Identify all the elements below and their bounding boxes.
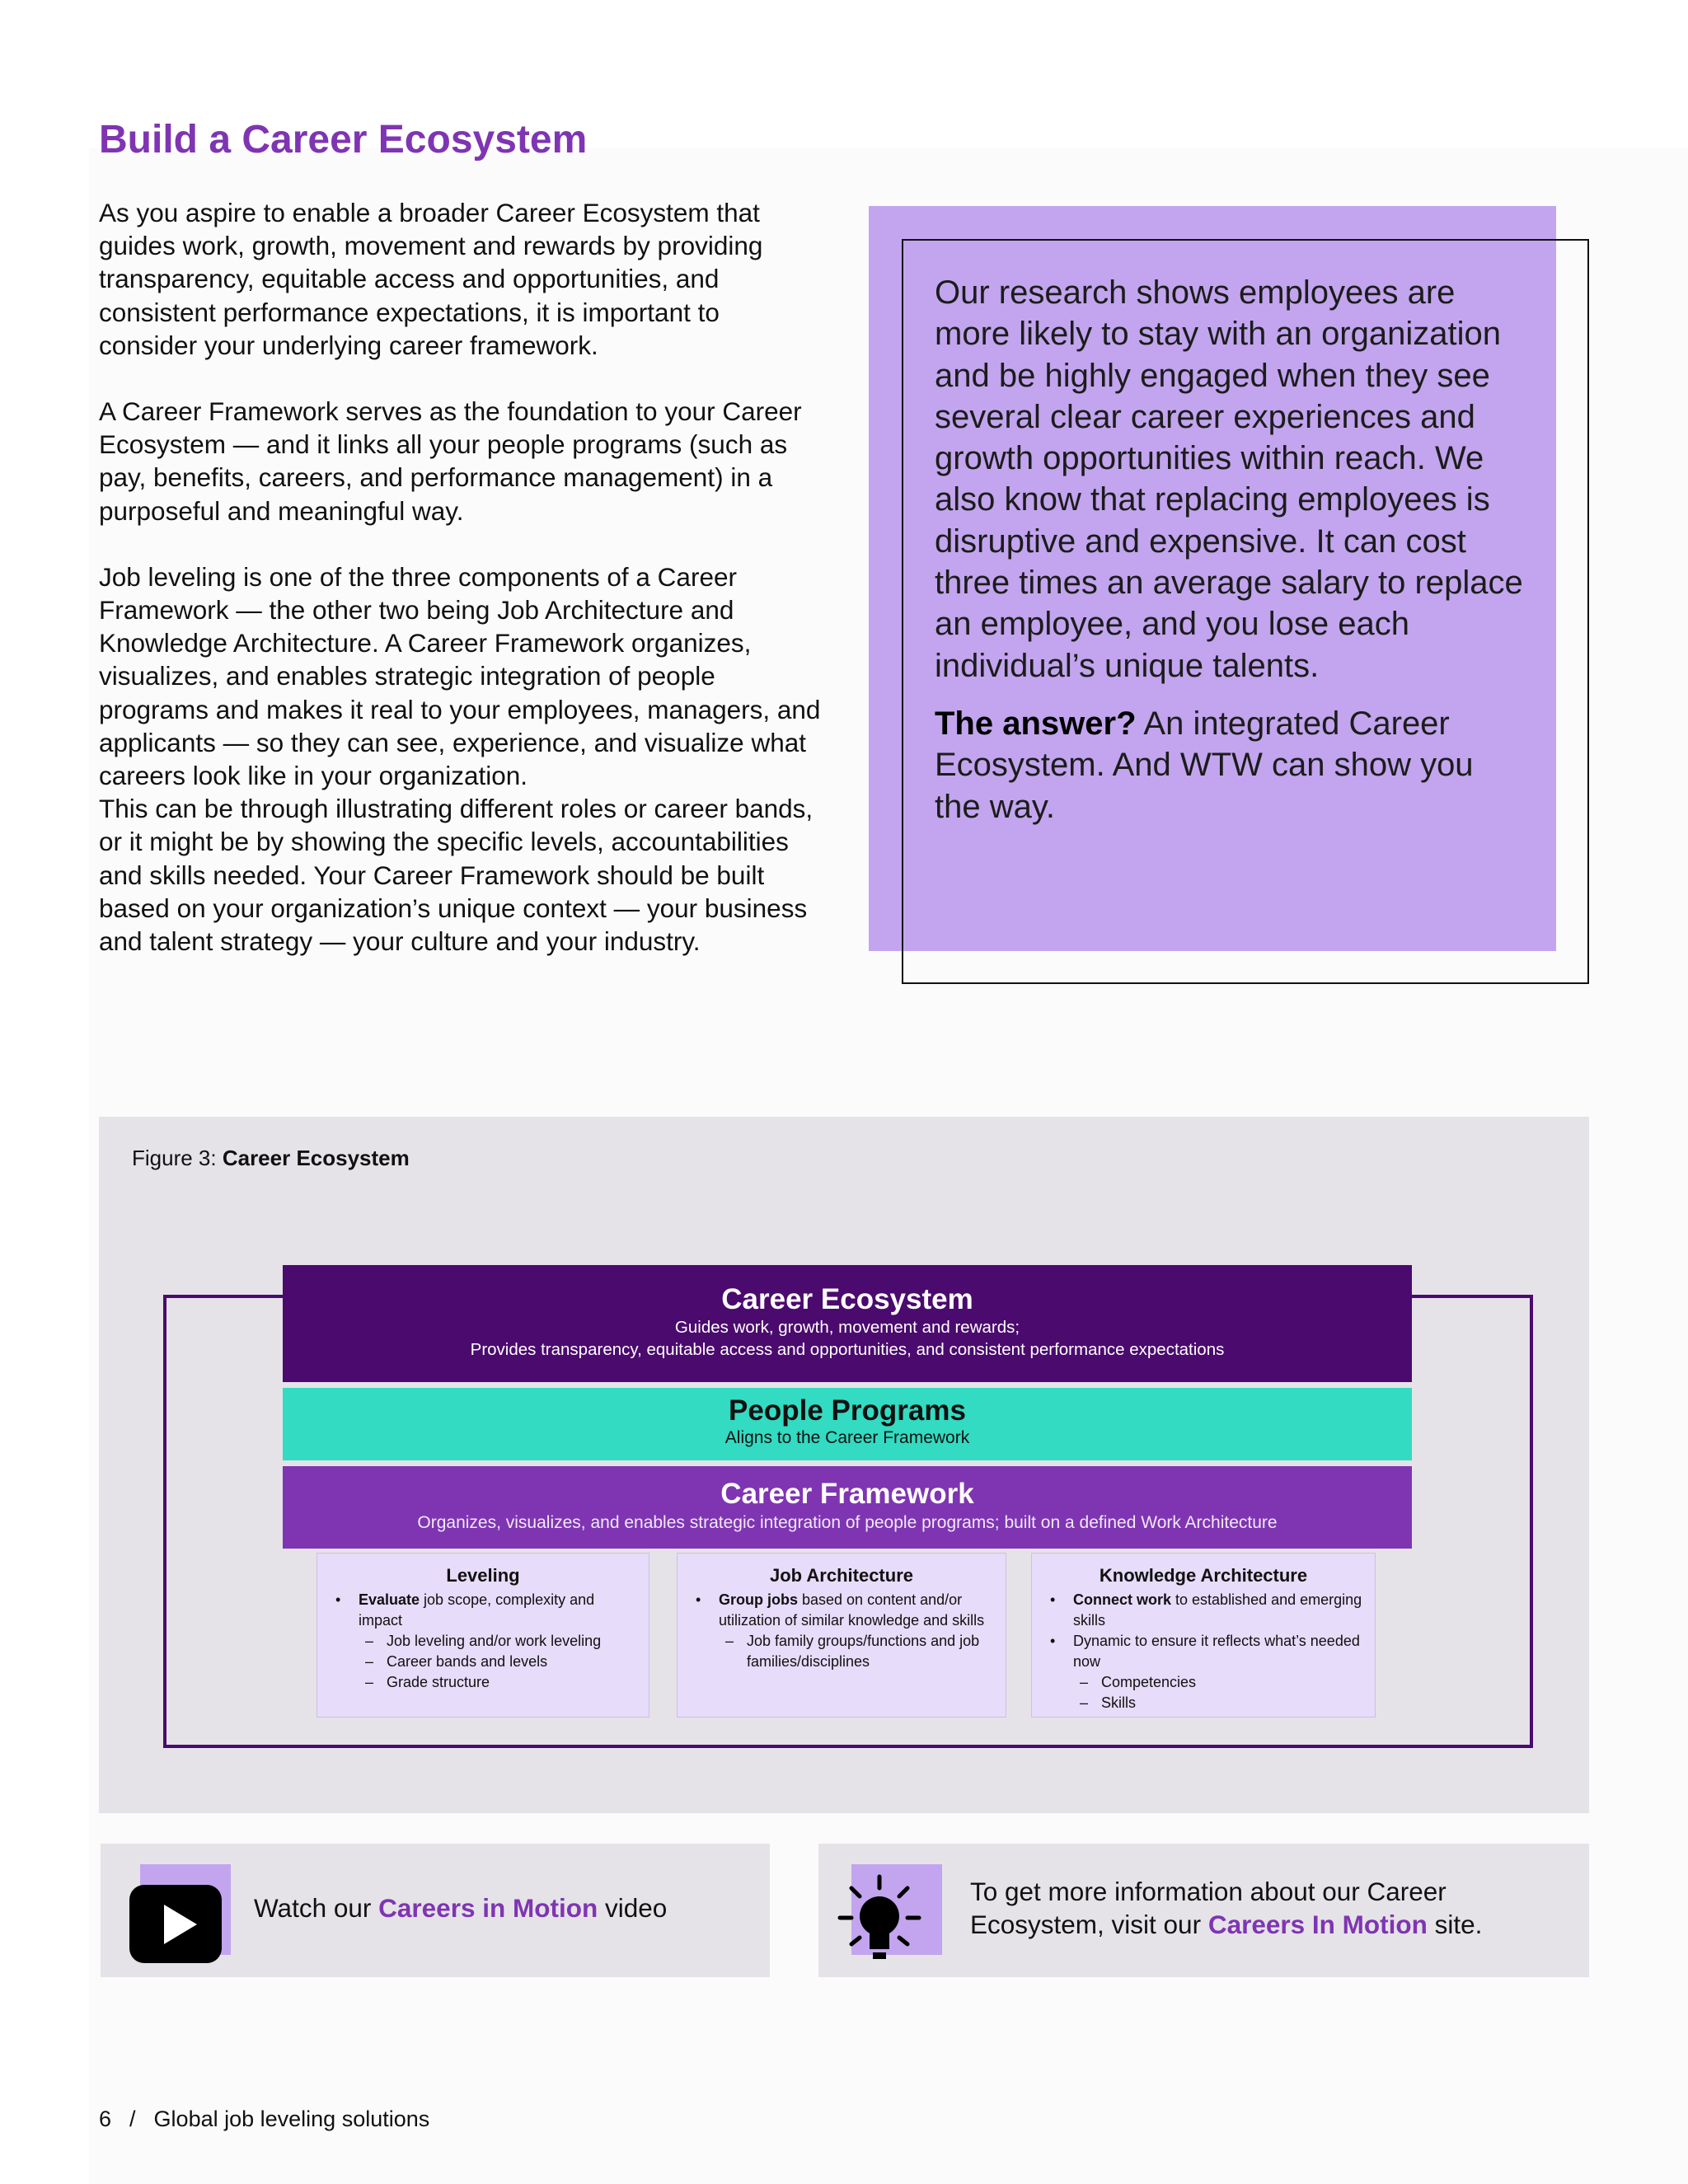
footer-title: Global job leveling solutions [153, 2107, 430, 2131]
list-item: – Competencies [1043, 1672, 1363, 1693]
figure-caption-title: Career Ecosystem [222, 1146, 410, 1170]
knowledge-architecture-list [1043, 1590, 1363, 1713]
callout-answer-text: An integrated Career Ecosystem. And WTW can show you the way. [935, 705, 1474, 825]
knowledge-architecture-box [1031, 1553, 1376, 1718]
leveling-bullet-text: job scope, complexity and impact [359, 1591, 595, 1629]
watch-video-prefix: Watch our [254, 1893, 379, 1923]
job-architecture-bullet-text: based on content and/or utilization of similar knowledge and skills [719, 1591, 985, 1629]
career-ecosystem-line-1: Guides work, growth, movement and rewards; [674, 1318, 1020, 1337]
figure-panel [99, 1117, 1589, 1813]
career-framework-band [283, 1466, 1412, 1549]
callout-answer-label: The answer? [935, 705, 1137, 742]
leveling-box [316, 1553, 649, 1718]
page-footer [99, 2107, 429, 2132]
list-item [1043, 1590, 1363, 1631]
knowledge-architecture-bullet-bold: Connect work [1073, 1591, 1172, 1608]
body-text [99, 196, 824, 991]
careers-in-motion-video-link[interactable]: Careers in Motion [378, 1893, 598, 1923]
career-ecosystem-line-2: Provides transparency, equitable access and opportunities, and consistent performance expectations [470, 1340, 1225, 1359]
leveling-list [329, 1590, 637, 1693]
list-item: – Job family groups/functions and job families/disciplines [689, 1631, 994, 1672]
callout-text [935, 272, 1528, 844]
callout-paragraph: Our research shows employees are more likely to stay with an organization and be highly engaged when they see several clear career experiences and growth opportunities within reach. We also know that replacing employees is disruptive and expensive. It can cost three times an average salary to replace an employee, and you lose each individual’s unique talents. [935, 274, 1523, 684]
page-title: Build a Career Ecosystem [99, 118, 588, 162]
people-programs-title: People Programs [729, 1394, 966, 1427]
body-paragraph-1: As you aspire to enable a broader Career Ecosystem that guides work, growth, movement and rewards by providing transparency, equitable access and opportunities, and consistent performance expectations, it is important to consider your underlying career framework. [99, 198, 763, 360]
more-info-banner [818, 1844, 1589, 1977]
job-architecture-box [677, 1553, 1006, 1718]
watch-video-banner[interactable] [101, 1844, 770, 1977]
list-item: – Grade structure [329, 1672, 637, 1693]
list-item [689, 1590, 994, 1631]
more-info-suffix: site. [1427, 1910, 1483, 1939]
body-paragraph-4: This can be through illustrating different roles or career bands, or it might be by showing the specific levels, accountabilities and skills needed. Your Career Framework should be built based on your organization’s unique context — your business and talent strategy — your culture and your industry. [99, 794, 814, 957]
watch-video-suffix: video [598, 1893, 668, 1923]
job-architecture-bullet-bold: Group jobs [719, 1591, 798, 1608]
knowledge-architecture-title: Knowledge Architecture [1099, 1565, 1308, 1586]
list-item [329, 1590, 637, 1631]
figure-caption [132, 1146, 410, 1171]
list-item: – Job leveling and/or work leveling [329, 1631, 637, 1652]
knowledge-architecture-bullet-text: to established and emerging skills [1073, 1591, 1362, 1629]
list-item: – Skills [1043, 1693, 1363, 1713]
callout-box [869, 206, 1589, 984]
page-number: 6 [99, 2107, 112, 2131]
lightbulb-icon [837, 1873, 922, 1964]
callout-answer [935, 703, 1528, 827]
more-info-prefix: To get more information about our Career Ecosystem, visit our [970, 1877, 1447, 1939]
careers-in-motion-site-link[interactable]: Careers In Motion [1207, 1910, 1428, 1939]
figure-caption-prefix: Figure 3: [132, 1146, 223, 1170]
more-info-text [970, 1875, 1564, 1941]
career-ecosystem-title: Career Ecosystem [721, 1283, 973, 1315]
list-item: • Dynamic to ensure it reflects what’s needed now [1043, 1631, 1363, 1672]
body-paragraph-3: Job leveling is one of the three components of a Career Framework — the other two being Job Architecture and Knowledge Architecture. A Career Framework organizes, visualizes, and enables strategic integration of people programs and makes it real to your employees, managers, and applicants — so they can see, experience, and visualize what careers look like in your organization. [99, 561, 821, 791]
watch-video-text [254, 1891, 667, 1924]
people-programs-subtitle: Aligns to the Career Framework [724, 1428, 970, 1447]
people-programs-band [283, 1388, 1412, 1460]
career-framework-subtitle: Organizes, visualizes, and enables strategic integration of people programs; built on a defined Work Architecture [417, 1513, 1278, 1532]
career-ecosystem-band [283, 1265, 1412, 1382]
job-architecture-title: Job Architecture [769, 1565, 913, 1586]
leveling-title: Leveling [446, 1565, 520, 1586]
list-item: – Career bands and levels [329, 1652, 637, 1672]
leveling-bullet-bold: Evaluate [359, 1591, 420, 1608]
footer-separator: / [129, 2107, 136, 2131]
body-paragraph-2: A Career Framework serves as the foundation to your Career Ecosystem — and it links all your people programs (such as pay, benefits, careers, and performance management) in a purposeful and meaningful way. [99, 396, 802, 526]
career-framework-title: Career Framework [720, 1478, 974, 1510]
job-architecture-list [689, 1590, 994, 1672]
play-icon[interactable] [129, 1885, 222, 1963]
